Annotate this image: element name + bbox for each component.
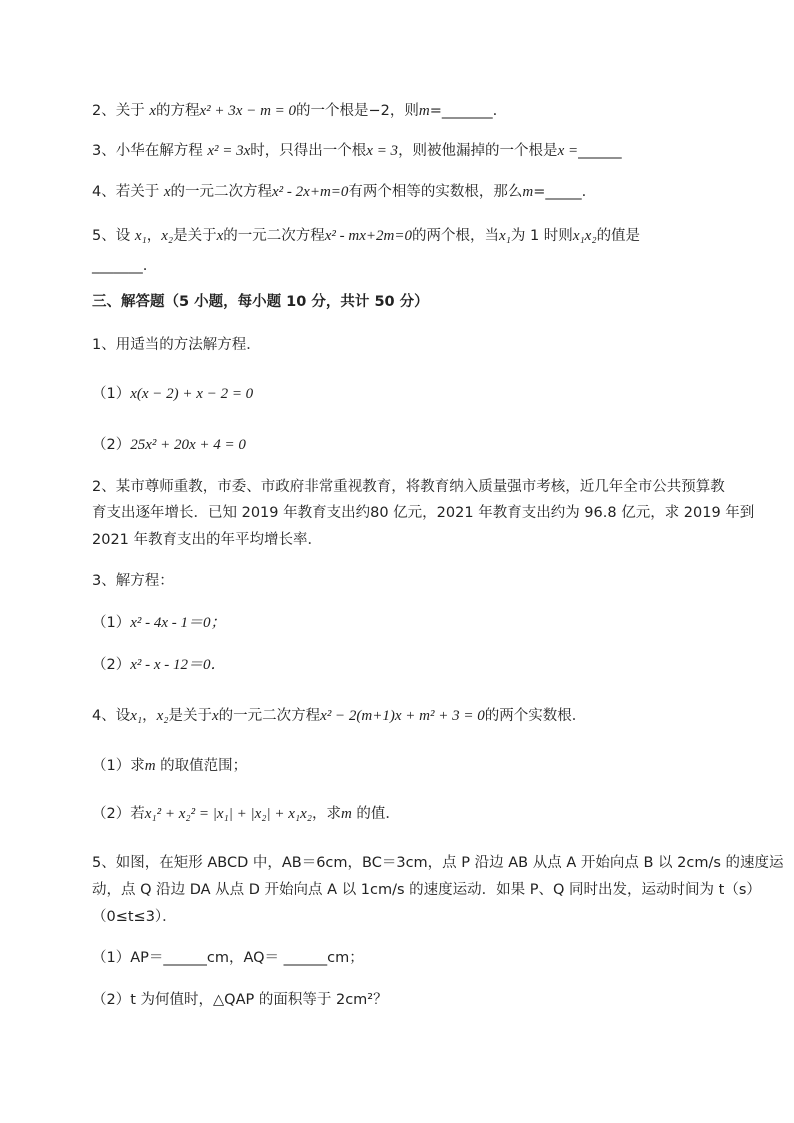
q-text: 的值是 <box>596 228 641 244</box>
q-text: 的值． <box>351 806 400 822</box>
part-label: （2） <box>92 437 131 453</box>
q-text: 3、小华在解方程 <box>92 143 203 159</box>
comma: ， <box>146 228 162 244</box>
equation: x(x − 2) + x − 2 = 0 <box>130 386 254 402</box>
part-label: （2） <box>92 806 131 822</box>
var: x <box>149 103 157 119</box>
fill-question-3 <box>92 141 622 161</box>
part-label: （1） <box>92 758 131 774</box>
equation: x² − 2(m+1)x + m² + 3 = 0 <box>320 708 485 724</box>
period: . <box>492 103 498 119</box>
var: m <box>144 758 156 774</box>
equation: 25x² + 20x + 4 = 0 <box>130 437 246 453</box>
comma: ， <box>142 708 157 724</box>
var: x₁ <box>498 228 511 244</box>
var: m <box>522 184 534 200</box>
q-text: 的一元二次方程 <box>223 228 325 244</box>
q-text: 是关于 <box>173 228 217 244</box>
q-text: 若 <box>130 806 145 822</box>
section-title: 三、解答题（5 小题，每小题 10 分，共计 50 分） <box>92 294 429 310</box>
q-text: 的一元二次方程 <box>218 708 321 724</box>
q-text: 的一元二次方程 <box>170 184 273 200</box>
equation: x² - mx+2m=0 <box>324 228 412 244</box>
answer-blank: _______ <box>441 103 493 119</box>
equation: x² - 2x+m=0 <box>272 184 349 200</box>
var: x <box>163 184 171 200</box>
var: m <box>340 806 352 822</box>
fill-question-5-blank <box>92 256 147 276</box>
answer-blank: _____ <box>545 184 582 200</box>
fill-question-2 <box>92 101 497 121</box>
q-text: 5、设 <box>92 228 131 244</box>
question-5-line-3: （0≤t≤3）． <box>92 909 177 925</box>
equation: x² = 3x <box>207 143 251 159</box>
q-text: 的两个实数根． <box>484 708 587 724</box>
part-label: （2） <box>92 657 131 673</box>
root: x = 3 <box>366 143 399 159</box>
fill-question-4 <box>92 182 586 202</box>
question-4-stem <box>92 706 586 726</box>
q-text: ，则 <box>389 103 419 119</box>
q-text: 是关于 <box>168 708 212 724</box>
q-text: 的两个根，当 <box>411 228 499 244</box>
question-3-part-2 <box>92 655 226 675</box>
fill-question-5 <box>92 226 640 246</box>
question-4-part-1 <box>92 756 247 776</box>
question-5-line-2: 动，点 Q 沿边 DA 从点 D 开始向点 A 以 1cm/s 的速度运动．如果 P、Q 同时出发，运动时间为 t（s） <box>92 882 761 898</box>
var: x = <box>557 143 579 159</box>
question-1-part-2 <box>92 435 246 455</box>
answer-blank: ______ <box>578 143 622 159</box>
q-text: 的一个根是 <box>296 103 369 119</box>
question-5-part-1: （1）AP＝______cm，AQ＝ ______cm； <box>92 950 364 966</box>
equals: = <box>429 103 442 119</box>
q-text: 的方程 <box>156 103 200 119</box>
equation: x² - 4x - 1＝0； <box>130 615 226 631</box>
var: x₂ <box>161 228 174 244</box>
q-text: 的取值范围； <box>155 758 248 774</box>
var: x₁ <box>134 228 147 244</box>
equation: x² - x - 12＝0． <box>130 657 226 673</box>
question-2-line-2: 育支出逐年增长．已知 2019 年教育支出约80 亿元，2021 年教育支出约为 96.8 亿元，求 2019 年到 <box>92 505 755 521</box>
question-3-stem: 3、解方程： <box>92 573 174 589</box>
var: x₁ <box>130 708 143 724</box>
question-1-part-1 <box>92 384 253 404</box>
question-2-line-3: 2021 年教育支出的年平均增长率． <box>92 532 323 548</box>
equals: = <box>533 184 546 200</box>
var: x <box>216 228 224 244</box>
var: x <box>211 708 219 724</box>
q-text: 有两个相等的实数根，那么 <box>348 184 523 200</box>
q-text: 2、关于 <box>92 103 145 119</box>
answer-blank: _______ <box>92 258 143 274</box>
question-5-line-1: 5、如图，在矩形 ABCD 中，AB＝6cm，BC＝3cm，点 P 沿边 AB 从点 A 开始向点 B 以 2cm/s 的速度运 <box>92 855 784 871</box>
var: m <box>418 103 430 119</box>
part-label: （1） <box>92 386 131 402</box>
part-label: （1） <box>92 615 131 631</box>
q-text: 4、若关于 <box>92 184 160 200</box>
question-4-part-2 <box>92 804 400 824</box>
equation: x² + 3x − m = 0 <box>199 103 297 119</box>
question-1-stem: 1、用适当的方法解方程． <box>92 337 261 353</box>
period: . <box>581 184 587 200</box>
product: x₁x₂ <box>572 228 597 244</box>
question-2-line-1: 2、某市尊师重教，市委、市政府非常重视教育，将教育纳入质量强市考核，近几年全市公共预算教 <box>92 479 725 495</box>
q-text: 时，只得出一个根 <box>250 143 367 159</box>
q-text: 为 1 时则 <box>510 228 573 244</box>
root: −2 <box>368 103 390 119</box>
q-text: ，则被他漏掉的一个根是 <box>398 143 558 159</box>
question-3-part-1 <box>92 613 226 633</box>
period: . <box>142 258 148 274</box>
q-text: 求 <box>130 758 145 774</box>
question-5-part-2: （2）t 为何值时，△QAP 的面积等于 2cm²？ <box>92 992 388 1008</box>
q-text: 4、设 <box>92 708 131 724</box>
q-text: ，求 <box>311 806 341 822</box>
equation: x₁² + x₂² = |x₁| + |x₂| + x₁x₂ <box>144 806 312 822</box>
var: x₂ <box>156 708 169 724</box>
